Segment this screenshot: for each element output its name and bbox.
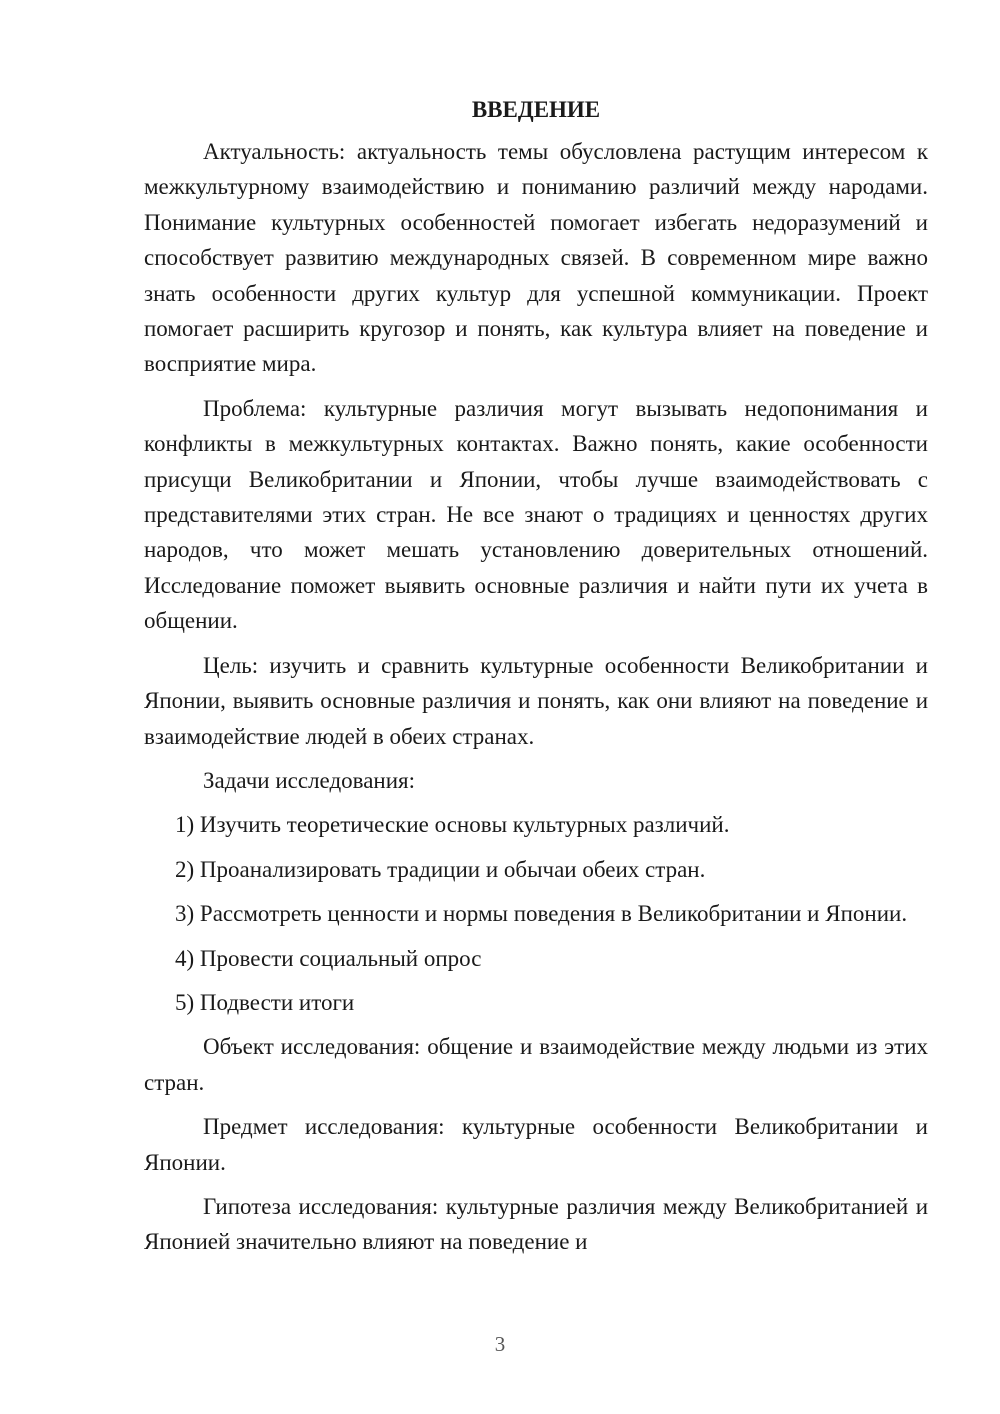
paragraph-object: Объект исследования: общение и взаимодействие между людьми из этих стран. bbox=[144, 1034, 928, 1095]
task-item-1: 1) Изучить теоретические основы культурных различий. bbox=[175, 812, 730, 838]
paragraph-hypothesis: Гипотеза исследования: культурные различия между Великобританией и Японией значительно влияют на поведение и bbox=[144, 1193, 928, 1255]
document-page bbox=[144, 92, 928, 1269]
paragraph-problem: Проблема: культурные различия могут вызывать недопонимания и конфликты в межкультурных контактах. Важно понять, какие особенности присущи Великобритании и Японии, чтобы лучше взаимодействовать с представителями этих стран. Не все знают о традициях и ценностях других народов, что может мешать установлению доверительных отношений. Исследование поможет выявить основные различия и найти пути их учета в общении. bbox=[144, 395, 928, 634]
task-item-2: 2) Проанализировать традиции и обычаи обеих стран. bbox=[175, 856, 706, 882]
page-number: 3 bbox=[494, 1332, 506, 1356]
paragraph-tasks-heading: Задачи исследования: bbox=[203, 767, 416, 793]
task-item-5: 5) Подвести итоги bbox=[175, 989, 355, 1015]
task-item-4: 4) Провести социальный опрос bbox=[175, 945, 482, 971]
paragraph-relevance: Актуальность: актуальность темы обусловлена растущим интересом к межкультурному взаимодействию и пониманию различий между народами. Понимание культурных особенностей помогает избегать недоразумений и способствует развитию международных связей. В современном мире важно знать особенности других культур для успешной коммуникации. Проект помогает расширить кругозор и понять, как культура влияет на поведение и восприятие мира. bbox=[144, 139, 928, 377]
section-title: ВВЕДЕНИЕ bbox=[471, 97, 601, 122]
paragraph-goal: Цель: изучить и сравнить культурные особенности Великобритании и Японии, выявить основные различия и понять, как они влияют на поведение и взаимодействие людей в обеих странах. bbox=[144, 652, 928, 749]
paragraph-subject: Предмет исследования: культурные особенности Великобритании и Японии. bbox=[144, 1114, 928, 1175]
task-item-3: 3) Рассмотреть ценности и нормы поведения в Великобритании и Японии. bbox=[175, 901, 908, 927]
